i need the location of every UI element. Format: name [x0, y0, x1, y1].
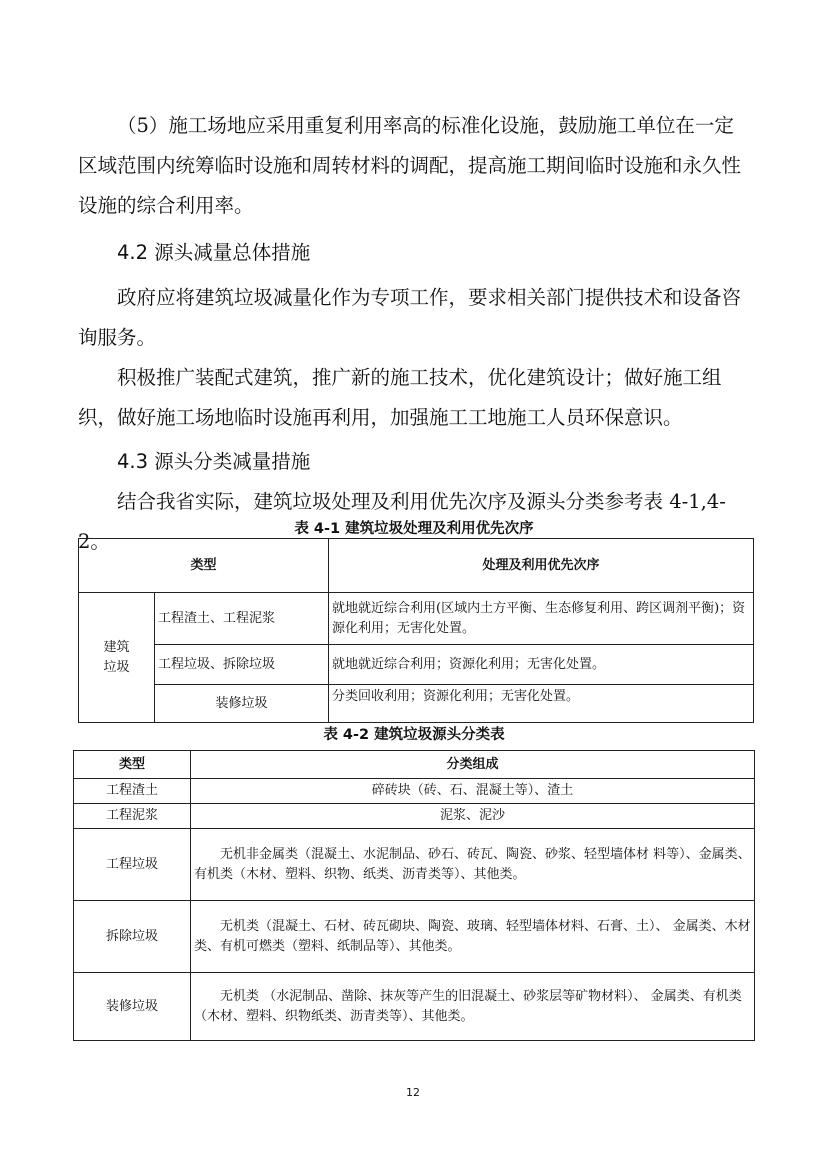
table2-row-comp: 无机类（混凝土、石材、砖瓦砌块、陶瓷、玻璃、轻型墙体材料、石膏、土）、 金属类、木材类、有机可燃类（塑料、纸制品等）、其他类。 [191, 901, 755, 973]
table1-row-type: 工程渣土、工程泥浆 [155, 593, 329, 645]
paragraph-government: 政府应将建筑垃圾减量化作为专项工作，要求相关部门提供技术和设备咨询服务。 [78, 286, 742, 349]
table2-row-type: 装修垃圾 [74, 973, 191, 1041]
table1-header-type: 类型 [79, 539, 329, 593]
table1-row-order: 就地就近综合利用(区域内土方平衡、生态修复利用、跨区调剂平衡)；资源化利用；无害化处置。 [329, 593, 754, 645]
table2-row-type: 工程垃圾 [74, 829, 191, 901]
table2-row-comp: 无机类 （水泥制品、凿除、抹灰等产生的旧混凝土、砂浆层等矿物材料）、 金属类、有机类（木材、塑料、织物纸类、沥青类等）、其他类。 [191, 973, 755, 1041]
table2-row-type: 拆除垃圾 [74, 901, 191, 973]
table2-header-type: 类型 [74, 751, 191, 779]
paragraph-reference: 结合我省实际，建筑垃圾处理及利用优先次序及源头分类参考表 4-1,4-2。 [78, 490, 726, 553]
table1-row-type: 装修垃圾 [155, 685, 329, 723]
table2-row-type: 工程泥浆 [74, 804, 191, 829]
page-number: 12 [406, 1086, 420, 1099]
table2-caption: 表 4-2 建筑垃圾源头分类表 [323, 727, 505, 743]
paragraph-prefab: 积极推广装配式建筑，推广新的施工技术，优化建筑设计；做好施工组织，做好施工场地临时设施再利用，加强施工工地施工人员环保意识。 [78, 366, 722, 429]
table2-row-type: 工程渣土 [74, 779, 191, 804]
table-priority [78, 538, 754, 723]
paragraph-site-facilities: （5）施工场地应采用重复利用率高的标准化设施，鼓励施工单位在一定区域范围内统筹临时设施和周转材料的调配，提高施工期间临时设施和永久性设施的综合利用率。 [78, 114, 742, 217]
table1-row-order: 分类回收利用；资源化利用；无害化处置。 [329, 685, 754, 723]
table1-row-type: 工程垃圾、拆除垃圾 [155, 645, 329, 685]
table1-group-label: 建筑 垃圾 [79, 593, 155, 723]
section-heading-4-3: 4.3 源头分类减量措施 [117, 450, 311, 473]
table-classification [73, 750, 755, 1041]
section-heading-4-2: 4.2 源头减量总体措施 [117, 241, 311, 264]
table2-header-comp: 分类组成 [191, 751, 755, 779]
table2-row-comp: 无机非金属类（混凝土、水泥制品、砂石、砖瓦、陶瓷、砂浆、轻型墙体材 料等）、金属类、有机类（木材、塑料、织物、纸类、沥青类等）、其他类。 [191, 829, 755, 901]
table1-row-order: 就地就近综合利用；资源化利用；无害化处置。 [329, 645, 754, 685]
table1-header-order: 处理及利用优先次序 [329, 539, 754, 593]
table2-row-comp: 泥浆、泥沙 [191, 804, 755, 829]
table1-caption: 表 4-1 建筑垃圾处理及利用优先次序 [294, 521, 534, 537]
table2-row-comp: 碎砖块（砖、石、混凝土等）、渣土 [191, 779, 755, 804]
